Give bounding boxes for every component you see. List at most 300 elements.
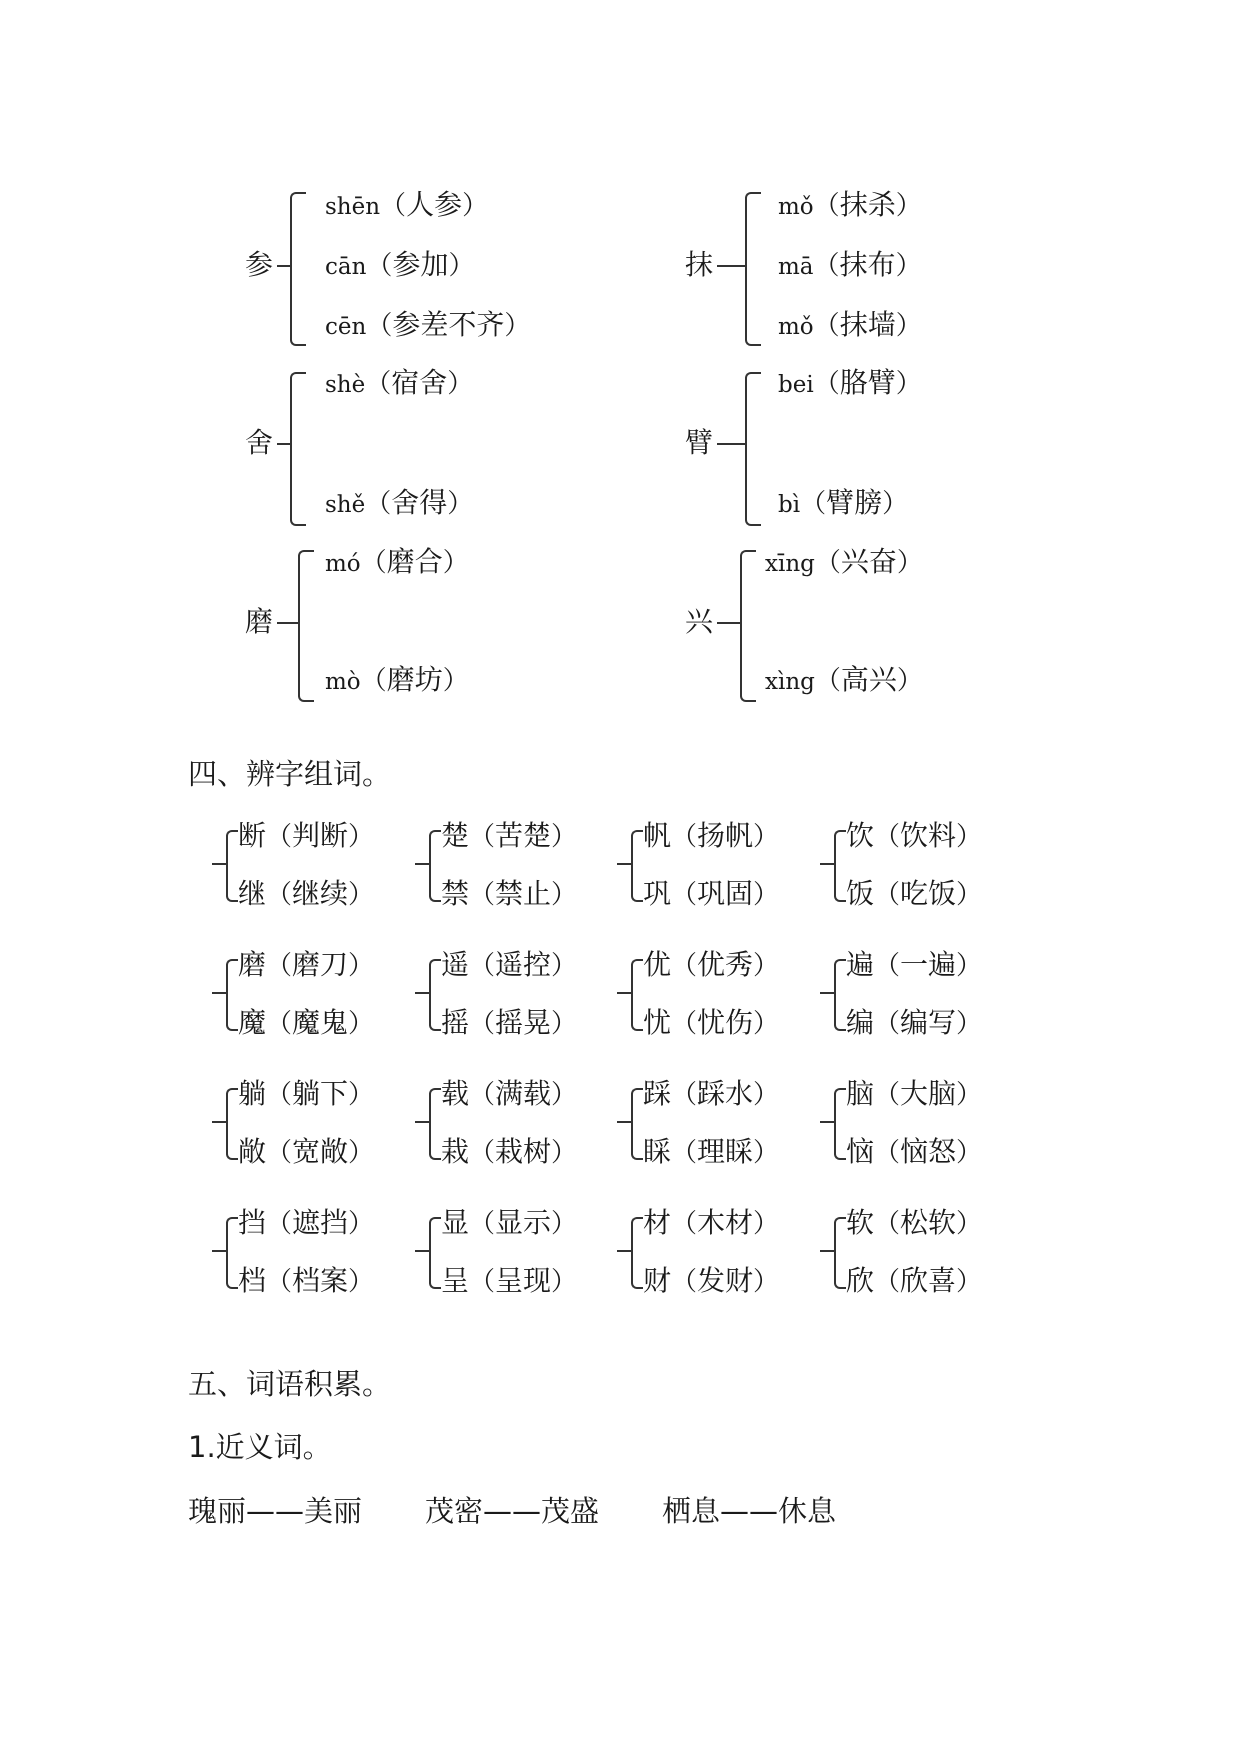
paren-close: ） [956,1080,983,1110]
paren-open: （ [671,880,698,910]
pair-row [643,1259,779,1299]
reading-word: 磨合 [386,545,443,578]
paren-open: （ [874,880,901,910]
paren-open: （ [365,369,392,399]
char-pair [212,1199,402,1299]
paren-open: （ [874,1267,901,1297]
pinyin: mó [325,551,361,577]
paren-open: （ [874,1138,901,1168]
brace-tick [212,1250,226,1252]
brace [745,372,761,526]
brace-tick [212,863,226,865]
paren-open: （ [813,251,840,281]
pair-char: 材 [643,1206,672,1239]
pair-word: 巩固 [697,877,754,910]
pinyin: mǒ [778,194,814,220]
paren-close: ） [348,1080,375,1110]
brace [429,959,441,1031]
pair-word: 饮料 [900,819,957,852]
pair-char: 睬 [643,1135,672,1168]
brace [631,1088,643,1160]
pair-row [441,1072,577,1112]
paren-close: ） [442,548,469,578]
pair-row [643,943,779,983]
paren-close: ） [462,191,489,221]
reading-row [778,188,922,224]
pair-word: 摇晃 [495,1006,552,1039]
pair-row [643,1201,779,1241]
paren-close: ） [504,311,531,341]
char-pair [415,941,605,1041]
paren-open: （ [813,369,840,399]
pair-char: 载 [441,1077,470,1110]
reading-row [765,663,923,699]
section5-title: 五、词语积累。 [188,1367,392,1401]
paren-close: ） [895,369,922,399]
pair-char: 继 [238,877,267,910]
paren-open: （ [266,1138,293,1168]
pair-word: 栽树 [495,1135,552,1168]
paren-open: （ [671,1009,698,1039]
pair-word: 宽敞 [292,1135,349,1168]
paren-close: ） [348,822,375,852]
pair-char: 显 [441,1206,470,1239]
pair-char: 遍 [846,948,875,981]
pair-char: 档 [238,1264,267,1297]
reading-row [778,308,922,344]
brace [745,192,761,346]
paren-open: （ [266,822,293,852]
paren-open: （ [813,191,840,221]
brace-tick [277,265,290,267]
char-pair [820,1070,1010,1170]
paren-open: （ [813,311,840,341]
pair-char: 优 [643,948,672,981]
pair-char: 饮 [846,819,875,852]
paren-open: （ [671,1080,698,1110]
paren-close: ） [956,1267,983,1297]
pair-char: 恼 [846,1135,875,1168]
reading-row [325,188,488,224]
paren-open: （ [469,1209,496,1239]
brace [226,1217,238,1289]
pair-char: 踩 [643,1077,672,1110]
brace [631,830,643,902]
paren-open: （ [874,1080,901,1110]
brace [429,830,441,902]
paren-open: （ [874,822,901,852]
char-pair [617,1199,807,1299]
paren-open: （ [360,548,387,578]
paren-close: ） [348,1209,375,1239]
paren-close: ） [753,951,780,981]
pair-row [643,872,779,912]
paren-open: （ [671,1209,698,1239]
synonyms-subtitle: 1.近义词。 [188,1430,332,1464]
paren-close: ） [956,1009,983,1039]
pinyin: mǒ [778,314,814,340]
brace-tick [617,1250,631,1252]
brace-tick [617,863,631,865]
paren-close: ） [448,251,475,281]
reading-word: 高兴 [840,663,897,696]
brace [290,192,306,346]
brace [226,830,238,902]
pair-char: 编 [846,1006,875,1039]
paren-open: （ [874,951,901,981]
pair-word: 木材 [697,1206,754,1239]
pair-char: 饭 [846,877,875,910]
paren-close: ） [348,1009,375,1039]
reading-word: 宿舍 [391,366,448,399]
reading-word: 参差不齐 [392,308,505,341]
pinyin: mā [778,254,814,280]
paren-close: ） [551,822,578,852]
brace [429,1088,441,1160]
reading-word: 磨坊 [386,663,443,696]
char-pair [820,812,1010,912]
paren-open: （ [365,489,392,519]
paren-open: （ [671,822,698,852]
paren-close: ） [551,951,578,981]
pinyin: mò [325,669,361,695]
paren-close: ） [896,548,923,578]
brace-tick [617,1121,631,1123]
pair-word: 松软 [900,1206,957,1239]
brace [631,959,643,1031]
pair-word: 发财 [697,1264,754,1297]
char-pair [820,1199,1010,1299]
pair-char: 栽 [441,1135,470,1168]
pair-row [238,872,374,912]
paren-close: ） [882,489,909,519]
char-pair [212,941,402,1041]
pair-char: 帆 [643,819,672,852]
paren-close: ） [348,1267,375,1297]
pair-char: 断 [238,819,267,852]
char-pair [415,1070,605,1170]
pair-row [846,872,982,912]
pinyin: shě [325,492,366,518]
polyphone-char: 参 [245,248,274,281]
brace-tick [717,443,745,445]
pair-char: 忧 [643,1006,672,1039]
paren-close: ） [348,951,375,981]
paren-open: （ [380,191,407,221]
pinyin: cān [325,254,367,280]
paren-open: （ [874,1009,901,1039]
pair-row [643,1130,779,1170]
brace-tick [212,992,226,994]
pair-word: 大脑 [900,1077,957,1110]
paren-open: （ [469,1267,496,1297]
pair-word: 呈现 [495,1264,552,1297]
pair-row [238,814,374,854]
pair-word: 一遍 [900,948,957,981]
pair-row [238,943,374,983]
pair-row [238,1259,374,1299]
paren-open: （ [366,251,393,281]
paren-close: ） [895,191,922,221]
paren-open: （ [469,1080,496,1110]
pair-word: 恼怒 [900,1135,957,1168]
pair-row [441,1130,577,1170]
paren-open: （ [814,666,841,696]
pair-char: 敞 [238,1135,267,1168]
paren-close: ） [447,489,474,519]
paren-open: （ [469,951,496,981]
pair-char: 遥 [441,948,470,981]
brace [834,830,846,902]
paren-open: （ [266,1080,293,1110]
paren-open: （ [469,1138,496,1168]
pair-row [846,1201,982,1241]
pair-char: 欣 [846,1264,875,1297]
pair-row [238,1001,374,1041]
pair-word: 档案 [292,1264,349,1297]
reading-word: 臂膀 [826,486,883,519]
brace [290,372,306,526]
paren-close: ） [551,880,578,910]
paren-close: ） [442,666,469,696]
pair-row [643,1072,779,1112]
char-pair [212,812,402,912]
reading-word: 抹布 [839,248,896,281]
brace-tick [415,992,429,994]
pair-char: 挡 [238,1206,267,1239]
paren-close: ） [447,369,474,399]
paren-open: （ [366,311,393,341]
pair-word: 躺下 [292,1077,349,1110]
brace [429,1217,441,1289]
brace-tick [415,1121,429,1123]
pinyin: shēn [325,194,381,220]
reading-row [325,545,469,581]
paren-close: ） [895,251,922,281]
paren-close: ） [896,666,923,696]
pair-word: 磨刀 [292,948,349,981]
pinyin: shè [325,372,366,398]
brace-tick [820,1250,834,1252]
pair-row [846,1001,982,1041]
reading-word: 抹杀 [839,188,896,221]
pair-char: 楚 [441,819,470,852]
pair-row [441,872,577,912]
paren-close: ） [753,1138,780,1168]
polyphone-char: 舍 [245,426,274,459]
paren-close: ） [348,880,375,910]
pair-char: 财 [643,1264,672,1297]
brace-tick [415,863,429,865]
paren-open: （ [266,1209,293,1239]
paren-open: （ [671,1267,698,1297]
paren-close: ） [551,1138,578,1168]
pair-word: 理睬 [697,1135,754,1168]
pair-word: 编写 [900,1006,957,1039]
reading-row [778,486,908,522]
paren-close: ） [551,1080,578,1110]
brace [226,1088,238,1160]
polyphone-char: 磨 [245,605,274,638]
paren-close: ） [956,951,983,981]
char-pair [617,1070,807,1170]
paren-open: （ [469,822,496,852]
paren-open: （ [671,1138,698,1168]
paren-open: （ [469,880,496,910]
pair-row [238,1130,374,1170]
pair-row [238,1201,374,1241]
brace-tick [820,863,834,865]
paren-open: （ [266,880,293,910]
pair-char: 魔 [238,1006,267,1039]
reading-row [778,366,922,402]
paren-open: （ [360,666,387,696]
brace [740,550,756,702]
char-pair [617,941,807,1041]
paren-close: ） [753,1209,780,1239]
paren-close: ） [956,1209,983,1239]
pair-word: 扬帆 [697,819,754,852]
polyphone-char: 抹 [685,248,714,281]
pair-row [441,1001,577,1041]
pair-row [441,943,577,983]
brace-tick [820,992,834,994]
brace [834,959,846,1031]
pair-row [441,1201,577,1241]
pair-char: 巩 [643,877,672,910]
pair-word: 满载 [495,1077,552,1110]
reading-word: 人参 [406,188,463,221]
pair-char: 软 [846,1206,875,1239]
paren-close: ） [551,1009,578,1039]
pair-char: 躺 [238,1077,267,1110]
brace-tick [277,622,298,624]
paren-close: ） [956,1138,983,1168]
char-pair [415,1199,605,1299]
paren-close: ） [753,1009,780,1039]
pair-row [643,1001,779,1041]
pair-word: 踩水 [697,1077,754,1110]
polyphone-char: 臂 [685,426,714,459]
pair-char: 摇 [441,1006,470,1039]
reading-row [325,308,530,344]
synonym-1: 瑰丽——美丽 [188,1494,363,1528]
paren-close: ） [753,822,780,852]
reading-word: 兴奋 [840,545,897,578]
brace [298,550,314,702]
paren-close: ） [753,1267,780,1297]
brace-tick [717,622,740,624]
brace-tick [212,1121,226,1123]
pinyin: bì [778,492,801,518]
pair-word: 禁止 [495,877,552,910]
reading-row [325,663,469,699]
pair-row [441,1259,577,1299]
reading-word: 参加 [392,248,449,281]
reading-row [765,545,923,581]
section4-title: 四、辨字组词。 [188,757,392,791]
pair-row [846,1130,982,1170]
paren-open: （ [266,1267,293,1297]
pair-row [441,814,577,854]
pair-char: 禁 [441,877,470,910]
pair-word: 欣喜 [900,1264,957,1297]
pair-char: 脑 [846,1077,875,1110]
paren-close: ） [753,880,780,910]
paren-open: （ [874,1209,901,1239]
char-pair [212,1070,402,1170]
synonym-2: 茂密——茂盛 [425,1494,600,1528]
paren-open: （ [814,548,841,578]
reading-word: 抹墙 [839,308,896,341]
paren-close: ） [895,311,922,341]
reading-row [778,248,922,284]
pair-word: 遮挡 [292,1206,349,1239]
paren-open: （ [671,951,698,981]
pinyin: xìng [765,669,815,695]
char-pair [415,812,605,912]
brace [226,959,238,1031]
polyphone-char: 兴 [685,605,714,638]
pair-word: 判断 [292,819,349,852]
brace-tick [717,265,745,267]
pair-word: 遥控 [495,948,552,981]
brace-tick [415,1250,429,1252]
pinyin: xīng [765,551,815,577]
pair-word: 忧伤 [697,1006,754,1039]
reading-word: 胳臂 [839,366,896,399]
brace [834,1088,846,1160]
pinyin: cēn [325,314,367,340]
pair-row [238,1072,374,1112]
char-pair [617,812,807,912]
paren-close: ） [551,1267,578,1297]
paren-close: ） [348,1138,375,1168]
pair-word: 优秀 [697,948,754,981]
pinyin: bei [778,372,814,398]
reading-row [325,248,474,284]
pair-char: 呈 [441,1264,470,1297]
paren-close: ） [956,880,983,910]
pair-row [643,814,779,854]
pair-word: 显示 [495,1206,552,1239]
paren-close: ） [956,822,983,852]
reading-row [325,486,473,522]
paren-open: （ [266,1009,293,1039]
paren-open: （ [469,1009,496,1039]
pair-row [846,814,982,854]
pair-row [846,1259,982,1299]
reading-row [325,366,473,402]
pair-word: 苦楚 [495,819,552,852]
brace-tick [277,443,290,445]
pair-word: 吃饭 [900,877,957,910]
char-pair [820,941,1010,1041]
paren-open: （ [800,489,827,519]
paren-close: ） [551,1209,578,1239]
brace [631,1217,643,1289]
reading-word: 舍得 [391,486,448,519]
pair-row [846,943,982,983]
pair-char: 磨 [238,948,267,981]
brace-tick [617,992,631,994]
pair-word: 继续 [292,877,349,910]
paren-open: （ [266,951,293,981]
pair-row [846,1072,982,1112]
synonym-3: 栖息——休息 [662,1494,837,1528]
pair-word: 魔鬼 [292,1006,349,1039]
brace [834,1217,846,1289]
